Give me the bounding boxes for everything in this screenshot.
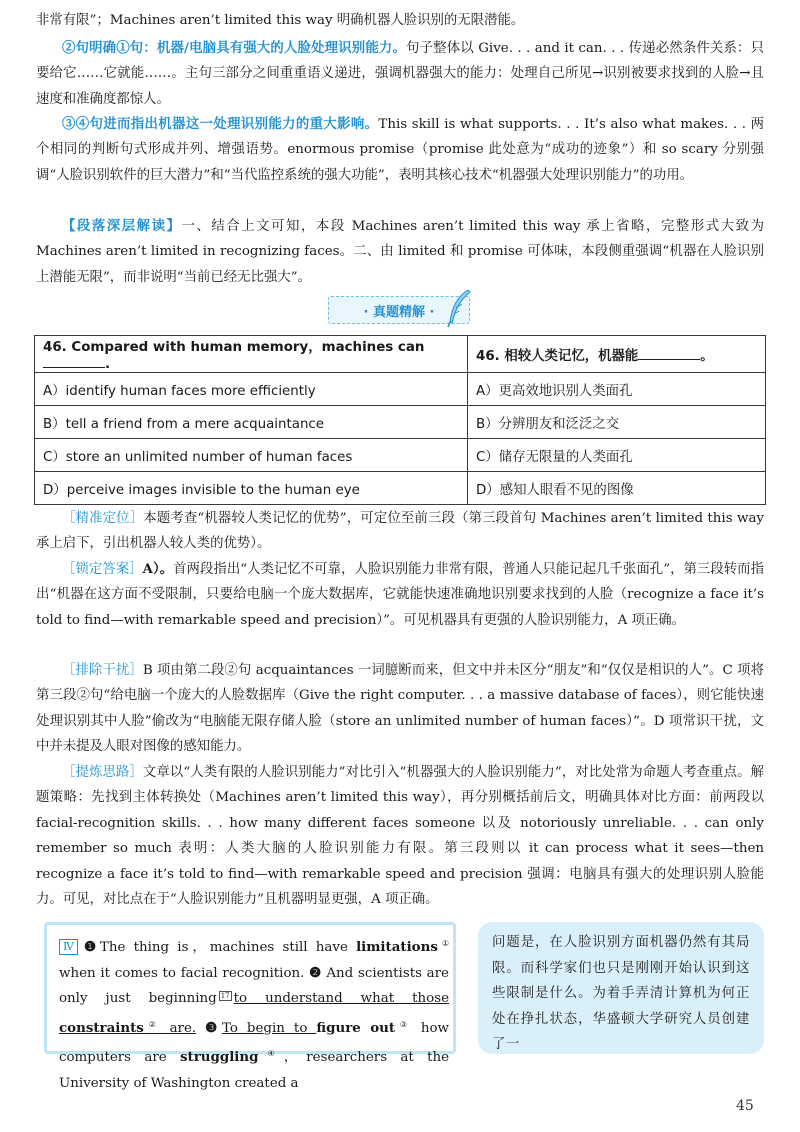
vocab-index: ③ [395,1019,412,1029]
sentence-number: ❶ [80,939,100,955]
vocab-word: constraints [59,1019,144,1036]
option-row [35,406,766,439]
passage-text: how computers are [59,1020,450,1066]
option-zh: B）分辨朋友和泛泛之交 [468,406,766,439]
passage-text: The thing is，machines still have [99,940,357,955]
deep-reading-label: 【段落深层解读】 [62,218,182,234]
answer-blank-zh [638,347,700,360]
page-number: 45 [736,1098,754,1114]
passage-text: ，researchers at the University of Washington created a [59,1050,450,1091]
deep-reading-text: 一、结合上文可知，本段 Machines aren’t limited this way 承上省略，完整形式大致为 Machines aren’t limited in recognizing faces。二、由 limited 和 promise 可体味，本段侧重强调“机器在人脸识别上潜能无限”，而非说明“当前已经无比强大”。 [36,219,764,285]
vocab-index: ④ [258,1049,284,1059]
option-en: D）perceive images invisible to the human eye [35,472,468,505]
exclude-paragraph [36,658,764,760]
question-en-end: . [105,357,111,372]
underlined-text: To begin to [221,1020,317,1036]
question-zh-stem: 46. 相较人类记忆，机器能 [476,348,639,364]
passage-text: when it comes to facial recognition. [59,965,305,981]
locate-text: 本题考查“机器较人类记忆的优势”，可定位至前三段（第三段首句 Machines aren’t limited this way 承上启下，引出机器人较人类的优势）。 [36,511,764,552]
sentence2-highlight: ②句明确①句：机器/电脑具有强大的人脸处理识别能力。 [62,40,407,56]
passage-box [44,922,456,1091]
option-zh: D）感知人眼看不见的图像 [468,472,766,505]
paragraph-number-badge: Ⅳ [59,939,78,955]
refine-paragraph [36,760,764,912]
question-table [34,335,766,505]
vocab-word: figure out [316,1019,396,1036]
vocab-word: struggling [179,1049,259,1066]
option-row [35,373,766,406]
question-marker: 17 [220,992,230,1001]
section-banner-text: · 真题精解 · [363,304,435,320]
vocab-index: ① [437,939,449,948]
vocab-index: ② [143,1019,161,1029]
refine-text: 文章以“人类有限的人脸识别能力”对比引入“机器强大的人脸识别能力”，对比处常为命题人考查重点。解题策略：先找到主体转换处（Machines aren’t limited this way），再分别概括前后文，明确具体对比方面：前两段以 facial-recognition skills. . . how many different faces someone 以及 notoriously unreliable. . . can only remember so much 表明：人类大脑的人脸识别能力有限。第三段则以 it can process what it sees—then recognize a face it’s told to find—with remarkable speed and precision 强调：电脑具有强大的处理识别人脸能力。可见，对比点在于“人脸识别能力”且机器明显更强，A 项正确。 [36,765,764,908]
question-zh-end: 。 [700,348,714,364]
sentence2-text: 句子整体以 Give. . . and it can. . . 传递必然条件关系：只要给它……它就能……。主句三部分之间重重语义递进，强调机器强大的能力：处理自己所见→识别被要求找到的人脸→且速度和准确度都惊人。 [36,41,764,107]
exclude-text: B 项由第二段②句 acquaintances 一词臆断而来，但文中并未区分“朋友”和“仅仅是相识的人”。C 项将第三段②句“给电脑一个庞大的人脸数据库（Give the right computer. . . a massive database of faces），则它能快速处理识别其中人脸”偷改为“电脑能无限存储人脸（store an unlimited number of human faces）”。D 项常识干扰，文中并未提及人眼对图像的感知能力。 [36,663,764,755]
sentence34-highlight: ③④句进而指出机器这一处理识别能力的重大影响。 [62,116,379,132]
option-en: A）identify human faces more efficiently [35,373,468,406]
locate-label: ［精准定位］ [62,511,144,526]
refine-label: ［提炼思路］ [62,765,143,780]
translation-text: 问题是，在人脸识别方面机器仍然有其局限。而科学家们也只是刚刚开始认识到这些限制是什么。为着手弄清计算机为何正处在挣扎状态，华盛顿大学研究人员创建了一 [492,935,750,1053]
quill-icon [444,288,472,328]
answer-text: 首两段指出“人类记忆不可靠，人脸识别能力非常有限，普通人只能记起几千张面孔”，第三段转而指出“机器在这方面不受限制，只要给电脑一个庞大数据库，它就能快速准确地识别要求找到的人脸（recognize a face it’s told to find—with remarkable speed and precision）”。可见机器具有更强的人脸识别能力，A 项正确。 [36,562,764,628]
exclude-label: ［排除干扰］ [62,663,143,678]
option-zh: C）储存无限量的人类面孔 [468,439,766,472]
locate-paragraph [36,506,764,557]
intro-paragraph [36,8,764,33]
option-row [35,439,766,472]
option-en: C）store an unlimited number of human faces [35,439,468,472]
question-en-stem: 46. Compared with human memory，machines can [43,340,425,355]
sentence2-paragraph [36,36,764,112]
answer-blank [43,355,105,368]
sentence34-text: This skill is what supports. . . It’s also what makes. . . 两个相同的判断句式形成并列、增强语势。enormous promise（promise 此处意为“成功的迹象”）和 so scary 分别强调“人脸识别软件的巨大潜力”和“当代监控系统的强大功能”，表明其核心技术“机器强大处理识别能力”的功用。 [36,117,764,183]
answer-label: ［锁定答案］ [62,562,143,577]
option-row [35,472,766,505]
sentence-number: ❷ [309,964,322,981]
question-zh [468,336,766,373]
option-zh: A）更高效地识别人类面孔 [468,373,766,406]
deep-reading-paragraph [36,214,764,290]
translation-box [478,922,764,1054]
option-en: B）tell a friend from a mere acquaintance [35,406,468,439]
vocab-word: limitations [356,939,438,955]
passage-text: And scientists are only just beginning [59,965,449,1007]
intro-text: 非常有限”；Machines aren’t limited this way 明确机器人脸识别的无限潜能。 [36,13,525,28]
sentence-number: ❸ [205,1019,222,1036]
question-header-row [35,336,766,373]
question-en [35,336,468,373]
answer-letter: A）。 [142,561,174,577]
passage-text: to understand what those [233,991,450,1007]
sentence34-paragraph [36,112,764,188]
answer-paragraph [36,557,764,633]
passage-text: are. [160,1020,197,1036]
